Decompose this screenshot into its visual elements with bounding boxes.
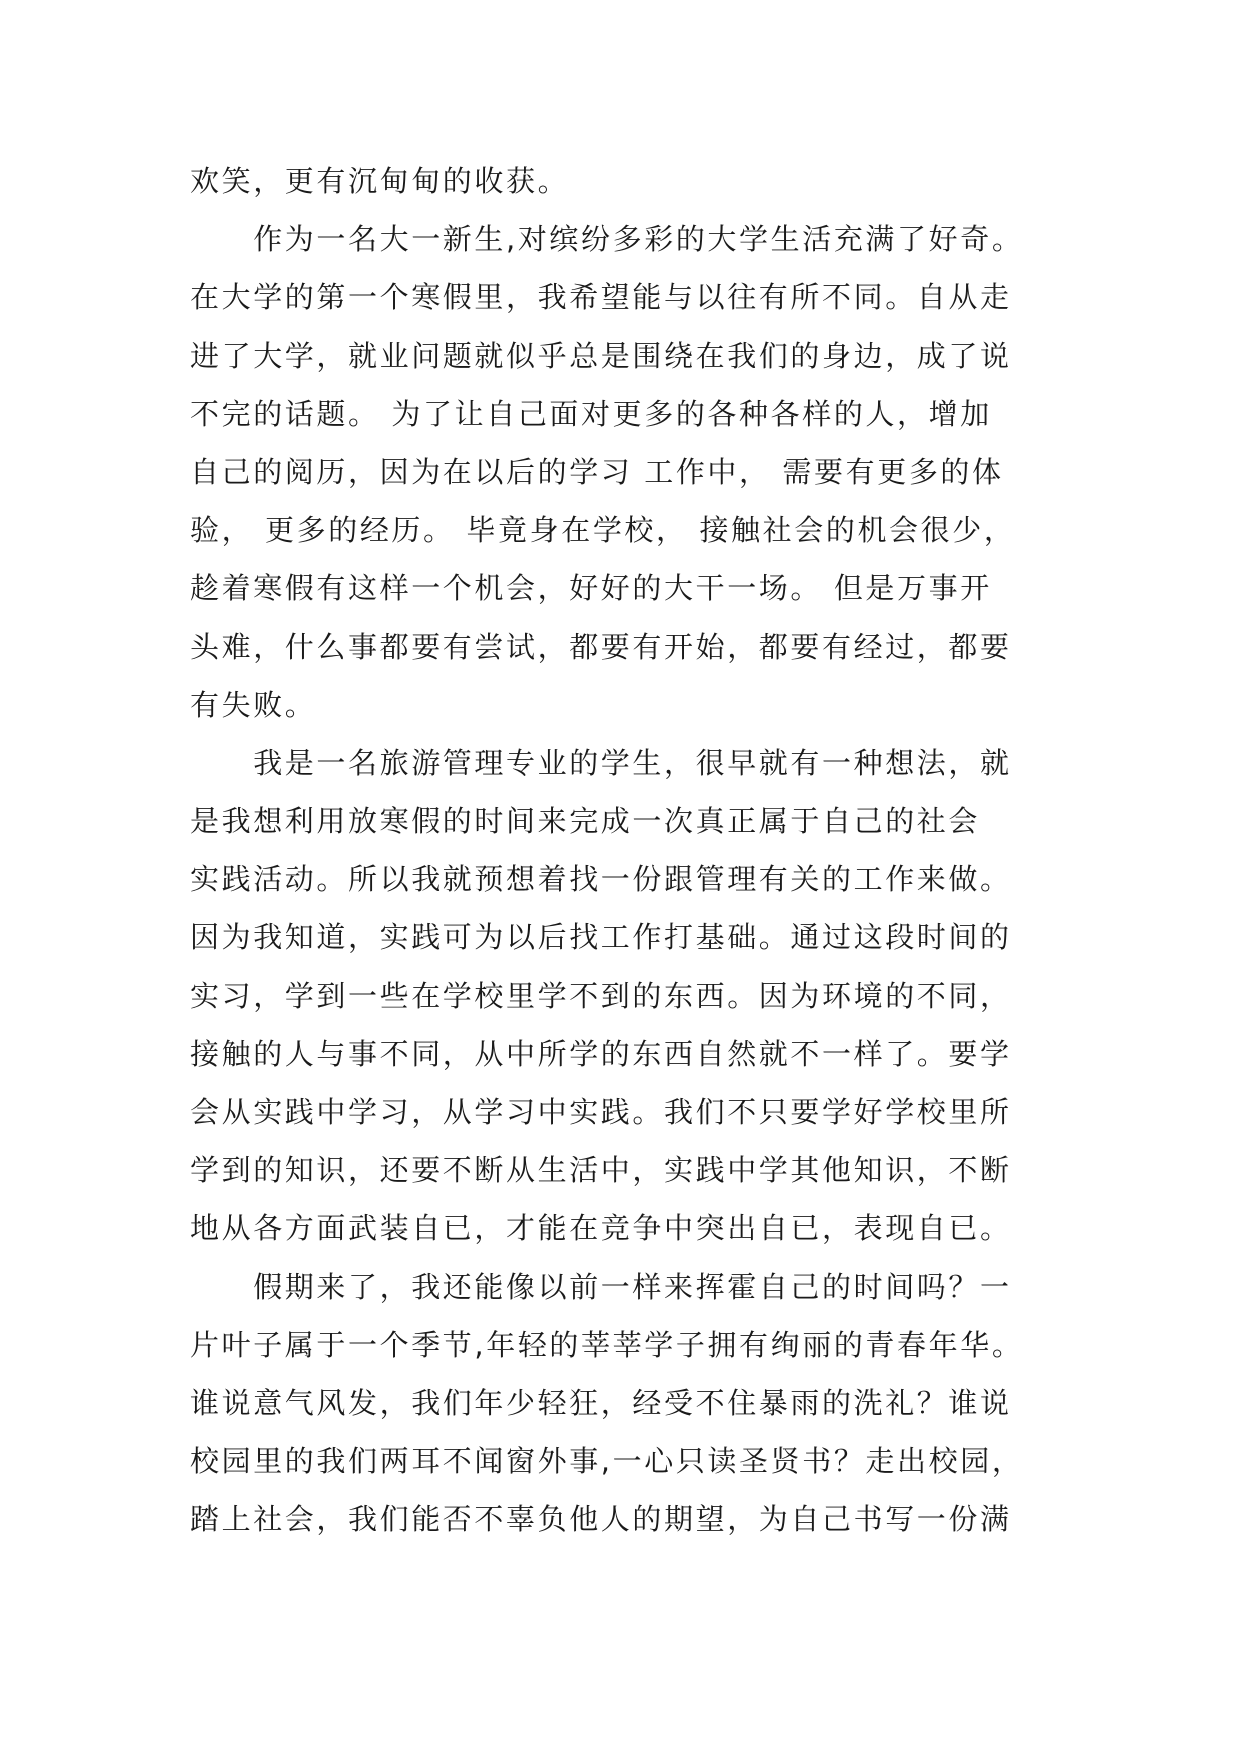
text-line: 自己的阅历，因为在以后的学习 工作中， 需要有更多的体 [190, 454, 1004, 489]
text-line: 实习，学到一些在学校里学不到的东西。因为环境的不同， [190, 978, 1012, 1013]
text-line: 不完的话题。 为了让自己面对更多的各种各样的人，增加 [190, 396, 992, 431]
text-line: 欢笑，更有沉甸甸的收获。 [190, 164, 570, 198]
text-line: 谁说意气风发，我们年少轻狂，经受不住暴雨的洗礼？谁说 [190, 1385, 1012, 1420]
text-line: 头难，什么事都要有尝试，都要有开始，都要有经过，都要 [190, 629, 1012, 664]
text-line: 实践活动。所以我就预想着找一份跟管理有关的工作来做。 [190, 862, 1012, 897]
text-line: 学到的知识，还要不断从生活中，实践中学其他知识，不断 [190, 1153, 1012, 1188]
text-line: 地从各方面武装自已，才能在竞争中突出自已，表现自已。 [190, 1211, 1012, 1246]
text-line: 校园里的我们两耳不闻窗外事,一心只读圣贤书？走出校园， [190, 1444, 1024, 1479]
text-line: 是我想利用放寒假的时间来完成一次真正属于自己的社会 [190, 804, 981, 839]
text-line: 片叶子属于一个季节,年轻的莘莘学子拥有绚丽的青春年华。 [190, 1327, 1024, 1362]
text-line: 会从实践中学习，从学习中实践。我们不只要学好学校里所 [190, 1095, 1012, 1129]
text-line: 假期来了，我还能像以前一样来挥霍自己的时间吗？一 [190, 1269, 1012, 1304]
text-line: 接触的人与事不同，从中所学的东西自然就不一样了。要学 [190, 1036, 1012, 1071]
text-line: 因为我知道，实践可为以后找工作打基础。通过这段时间的 [190, 920, 1012, 955]
text-line: 作为一名大一新生,对缤纷多彩的大学生活充满了好奇。 [190, 222, 1024, 257]
text-line: 踏上社会，我们能否不辜负他人的期望，为自己书写一份满 [190, 1502, 1012, 1537]
text-line: 有失败。 [190, 687, 317, 722]
text-line: 趁着寒假有这样一个机会，好好的大干一场。 但是万事开 [190, 571, 992, 606]
text-line: 在大学的第一个寒假里，我希望能与以往有所不同。自从走 [190, 280, 1012, 315]
text-line: 进了大学，就业问题就似乎总是围绕在我们的身边，成了说 [190, 338, 1012, 373]
body-text [190, 152, 1090, 1549]
text-line: 验， 更多的经历。 毕竟身在学校， 接触社会的机会很少， [190, 513, 1016, 548]
text-line: 我是一名旅游管理专业的学生，很早就有一种想法，就 [190, 745, 1012, 780]
